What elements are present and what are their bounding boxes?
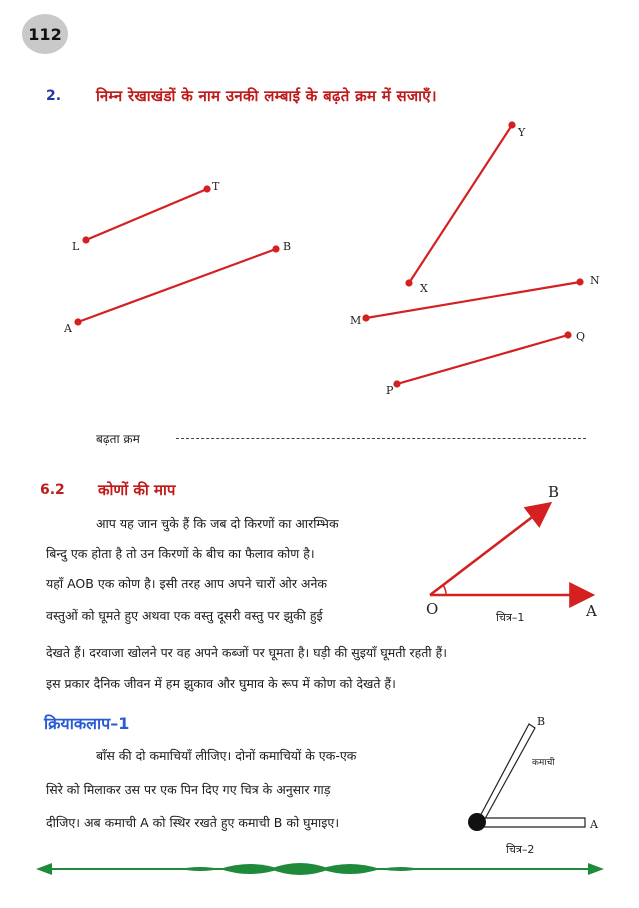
segment-ab [78, 249, 276, 322]
section-number: 6.2 [40, 482, 65, 498]
point-t [205, 187, 210, 192]
label-p: P [386, 384, 394, 397]
segment-lt [86, 189, 207, 240]
paragraph-line: देखते हैं। दरवाजा खोलने पर वह अपने कब्जों पर घूमता है। घड़ी की सुइयाँ घूमती रहती हैं। [46, 645, 448, 660]
stick-a [479, 818, 585, 827]
activity-line: दीजिए। अब कमाची A को स्थिर रखते हुए कमाची B को घुमाइए। [46, 815, 340, 830]
label-x: X [420, 282, 428, 295]
paragraph-line: वस्तुओं को घूमते हुए अथवा एक वस्तु दूसरी वस्तु पर झुकी हुई [46, 608, 323, 623]
label-t: T [212, 180, 220, 193]
activity-line: बाँस की दो कमाचियाँ लीजिए। दोनों कमाचियों के एक-एक [96, 748, 357, 763]
activity-title: क्रियाकलाप–1 [44, 714, 130, 733]
segment-mn [366, 282, 580, 318]
label-l: L [72, 240, 80, 253]
point-m [364, 316, 369, 321]
label-vertex-o: O [426, 600, 439, 618]
label-n: N [590, 274, 600, 287]
answer-dotted-line [176, 438, 586, 439]
point-a [76, 320, 81, 325]
point-n [578, 280, 583, 285]
decorative-bottom-border [0, 855, 639, 885]
label-y: Y [518, 126, 526, 139]
label-b: B [283, 240, 292, 253]
page-number-badge: 112 [22, 14, 68, 54]
stick-b [477, 724, 535, 826]
paragraph-line: आप यह जान चुके हैं कि जब दो किरणों का आरम्भिक [96, 516, 339, 531]
point-l [84, 238, 89, 243]
paragraph-line: यहाँ AOB एक कोण है। इसी तरह आप अपने चारों ओर अनेक [46, 576, 328, 591]
label-m: M [350, 314, 362, 327]
label-stick-b: B [537, 715, 546, 728]
label-stick-a: A [590, 818, 598, 831]
order-label: बढ़ता क्रम [96, 432, 140, 446]
point-y [510, 123, 515, 128]
segment-xy [409, 125, 512, 283]
activity-line: सिरे को मिलाकर उस पर एक पिन दिए गए चित्र के अनुसार गाड़ [46, 782, 331, 797]
question-number: 2. [46, 88, 62, 104]
point-b [274, 247, 279, 252]
figure1-caption: चित्र–1 [496, 611, 525, 624]
pin-joint [468, 813, 486, 831]
paragraph-line: इस प्रकार दैनिक जीवन में हम झुकाव और घुमाव के रूप में कोण को देखते हैं। [46, 676, 396, 691]
figure-two-sticks [455, 712, 615, 852]
point-x [407, 281, 412, 286]
section-title: कोणों की माप [98, 481, 176, 499]
question-text: निम्न रेखाखंडों के नाम उनकी लम्बाई के बढ़ते क्रम में सजाएँ। [96, 87, 437, 105]
point-q [566, 333, 571, 338]
paragraph-line: बिन्दु एक होता है तो उन किरणों के बीच का फैलाव कोण है। [46, 546, 315, 561]
ray-ob [430, 505, 548, 595]
line-segments-diagram [0, 0, 639, 420]
segment-pq [397, 335, 568, 384]
figure2-caption: चित्र–2 [506, 843, 535, 856]
point-p [395, 382, 400, 387]
label-ray-a: A [586, 602, 597, 620]
label-ray-b: B [548, 483, 560, 501]
label-q: Q [576, 330, 586, 343]
stick-label: कमाची [532, 758, 555, 768]
angle-arc [443, 585, 446, 595]
label-a: A [64, 322, 72, 335]
